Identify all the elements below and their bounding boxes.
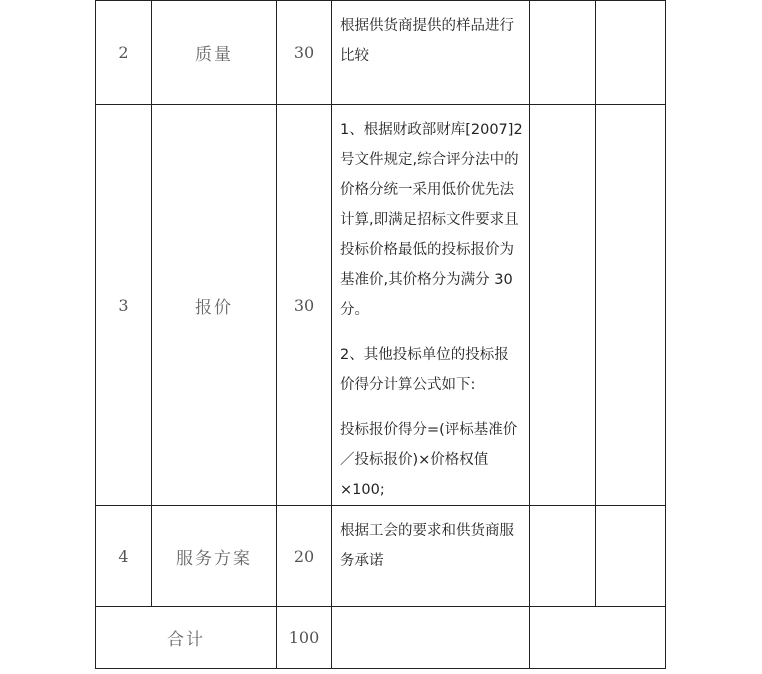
- criteria-paragraph-3: 投标报价得分=(评标基准价／投标报价)×价格权值×100;: [340, 422, 518, 498]
- empty-cell: [596, 506, 666, 607]
- table-row: [96, 105, 666, 506]
- row-number: 2: [96, 1, 152, 105]
- item-score: 20: [277, 506, 332, 607]
- scoring-table: [95, 0, 666, 669]
- empty-cell: [530, 607, 666, 669]
- table-row: [96, 506, 666, 607]
- empty-cell: [530, 1, 596, 105]
- item-score: 30: [277, 105, 332, 506]
- row-number: 4: [96, 506, 152, 607]
- item-criteria: [332, 1, 530, 105]
- empty-cell: [530, 506, 596, 607]
- criteria-text: 根据工会的要求和供货商服务承诺: [340, 523, 514, 569]
- empty-cell: [596, 1, 666, 105]
- total-label: 合计: [96, 607, 277, 669]
- total-score: 100: [277, 607, 332, 669]
- empty-cell: [332, 607, 530, 669]
- item-score: 30: [277, 1, 332, 105]
- criteria-paragraph-1: 1、根据财政部财库[2007]2号文件规定,综合评分法中的价格分统一采用低价优先法计算,即满足招标文件要求且投标价格最低的投标报价为基准价,其价格分为满分 30 分。: [340, 122, 523, 318]
- total-row: [96, 607, 666, 669]
- table-row: [96, 1, 666, 105]
- item-name: 服务方案: [152, 506, 277, 607]
- item-name: 报价: [152, 105, 277, 506]
- item-criteria: [332, 506, 530, 607]
- criteria-paragraph-2: 2、其他投标单位的投标报价得分计算公式如下:: [340, 347, 509, 393]
- empty-cell: [596, 105, 666, 506]
- criteria-text: 根据供货商提供的样品进行比较: [340, 18, 514, 64]
- item-name: 质量: [152, 1, 277, 105]
- item-criteria: [332, 105, 530, 506]
- empty-cell: [530, 105, 596, 506]
- row-number: 3: [96, 105, 152, 506]
